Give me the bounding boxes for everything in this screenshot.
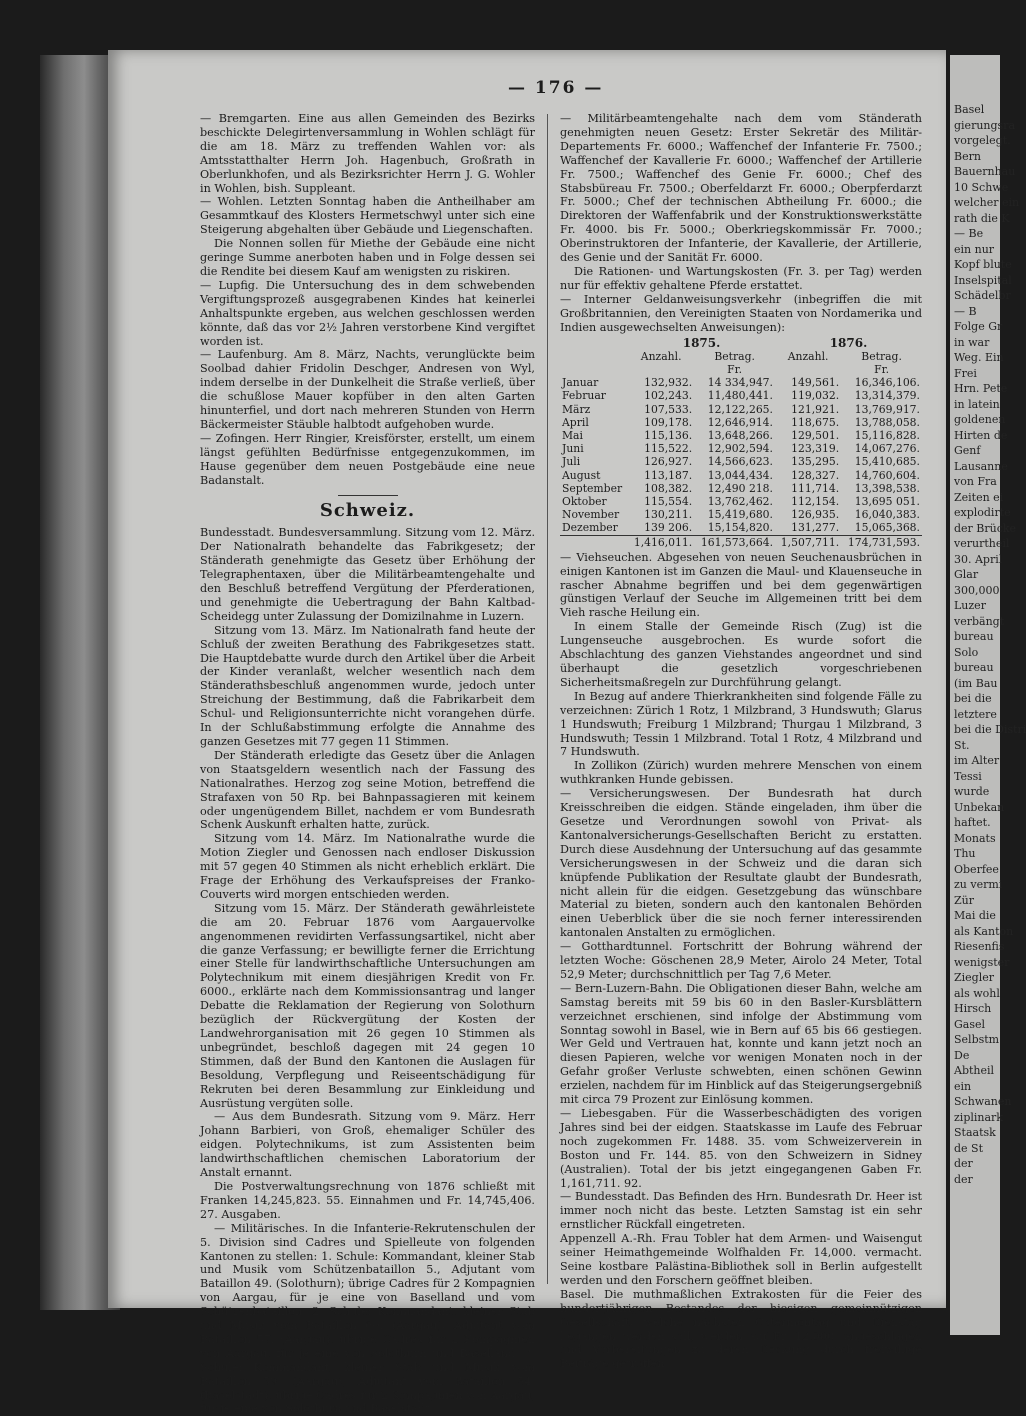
fragment-line: Frei: [954, 366, 977, 380]
fragment-line: Glar: [954, 568, 979, 581]
fragment-line: der: [954, 1157, 973, 1170]
fragment-line: goldenen: [954, 413, 1006, 426]
article-sitzung-14: Sitzung vom 14. März. Im Nationalrathe wurde die Motion Ziegler und Genossen nach endloser Diskussion mit 57 gegen 40 Stimmen als nicht erheblich erklärt. Die Frage der Erhöhung des Verkaufspreises der Franko-Couverts wird morgen entschieden werden.: [200, 832, 535, 901]
fragment-line: Hrn. Pete: [954, 382, 1008, 395]
table-row: [560, 442, 922, 455]
cell-month: Januar: [562, 376, 599, 390]
cell-count-1875: 115,522.: [644, 442, 693, 456]
cell-count-1875: 126,927.: [644, 455, 693, 469]
article-sitzung-13: Sitzung vom 13. März. Im Nationalrath fand heute der Schluß der zweiten Berathung des Fabrikgesetzes statt. Die Hauptdebatte wurde durch den Artikel über die Arbeit der Kinder veranlaßt, welcher wesentlich nach dem Ständerathsbeschluß angenommen wurde, jedoch unter Streichung der Bestimmung, daß die Fabrikarbeit dem Schul- und Religionsunterrichte nicht vorangehen dürfe. In der Schlußabstimmung erfolgte die Annahme des ganzen Gesetzes mit 77 gegen 11 Stimmen.: [200, 623, 535, 748]
cell-amount-1876: 13,314,379.: [854, 389, 920, 403]
cell-amount-1876: 13,769,917.: [854, 402, 920, 416]
fragment-line: wurde: [954, 785, 990, 798]
fragment-line: Zeiten ei: [954, 490, 1004, 504]
fragment-line: de St: [954, 1141, 984, 1155]
fragment-line: Schädelbr: [954, 289, 1011, 302]
cell-amount-1876: 14,760,604.: [854, 468, 920, 482]
fragment-line: haftet.: [954, 816, 991, 829]
table-row: [560, 403, 922, 416]
fragment-line: Zür: [954, 893, 974, 907]
article-viehseuchen: — Viehseuchen. Abgesehen von neuen Seuchenausbrüchen in einigen Kantonen ist im Ganzen die Maul- und Klauenseuche in rascher Abnahme begriffen und bei dem gegenwärtigen günstigen Verlauf der Seuche im Allgemeinen tritt bei dem Vieh rasche Heilung ein.: [560, 550, 922, 620]
cell-amount-1875: 13,762,462.: [707, 494, 773, 508]
table-row: [560, 508, 922, 521]
fragment-line: in war: [954, 335, 990, 349]
fragment-line: Folge Gr: [954, 320, 1003, 333]
table-row: [560, 389, 922, 402]
fragment-line: Riesenfis: [954, 940, 1005, 953]
fragment-line: Schwanen: [954, 1095, 1012, 1108]
cell-count-1875: 115,554.: [644, 494, 693, 508]
cell-count-1876: 118,675.: [791, 415, 840, 429]
fragment-line: Tessi: [954, 769, 982, 783]
fragment-line: — B: [954, 304, 977, 318]
cell-count-1875: 113,187.: [644, 468, 693, 482]
article-rationen: Die Rationen- und Wartungskosten (Fr. 3. per Tag) werden nur für effektiv gehaltene Pferde erstattet.: [560, 264, 922, 292]
fragment-line: gierungsra: [954, 118, 1015, 132]
article-sitzung-15: Sitzung vom 15. März. Der Ständerath gewährleistete die am 20. Februar 1876 vom Aargauervolke angenommenen revidirten Verfassungsartikel, nicht aber die ganze Verfassung; er bewilligte ferner die Errichtung einer Stelle für landwirthschaftliche Untersuchungen am Polytechnikum mit einem diesjährigen Kredit von Fr. 6000., erklärte nach dem Kommissionsantrag und langer Debatte die Reklamation der Regierung von Solothurn bezüglich der Rückvergütung der Kosten der Landwehrorganisation mit 26 gegen 10 Stimmen als unbegründet, beschloß dagegen mit 24 gegen 10 Stimmen, daß der Bund den Kantonen die Auslagen für Besoldung, Verpflegung und Reiseentschädigung für Rekruten bei deren Besammlung zur Einkleidung und Ausrüstung vergüten solle.: [200, 901, 535, 1110]
article-laufenburg: — Laufenburg. Am 8. März, Nachts, verunglückte beim Soolbad dahier Fridolin Deschger, Andresen von Wyl, indem derselbe in der Dunkelheit die Straße verließ, über die schußlose Mauer kopfüber in den alten Garten hinunterfiel, und dort nach mehreren Stunden von Herrn Bäckermeister Stäuble halbtodt aufgehoben wurde.: [200, 348, 535, 431]
fragment-line: rath die K: [954, 211, 1010, 225]
cell-count-1876: 119,032.: [791, 389, 840, 403]
section-heading-schweiz: Schweiz.: [319, 500, 416, 522]
total-b1: 161,573,664.: [694, 535, 775, 549]
article-bundesrath: — Aus dem Bundesrath. Sitzung vom 9. März. Herr Johann Barbieri, von Groß, ehemaliger Schüler des eidgen. Polytechnikums, ist zum Assistenten beim landwirthschaftlichen chemischen Laboratorium der Anstalt ernannt.: [200, 1110, 535, 1180]
fragment-line: bureau: [954, 630, 994, 643]
fragment-line: explodirte: [954, 506, 1011, 519]
fragment-line: (im Bau: [954, 676, 998, 690]
cell-month: Oktober: [562, 494, 607, 508]
cell-count-1875: 130,211.: [644, 508, 693, 522]
fragment-line: als wohl: [954, 986, 1000, 1000]
fragment-line: Abtheil: [954, 1064, 995, 1077]
cell-amount-1875: 12,646,914.: [707, 415, 773, 429]
cell-month: Mai: [562, 428, 583, 442]
total-a1: 1,416,011.: [628, 535, 694, 549]
fragment-line: vorgelegt.: [954, 134, 1011, 147]
fragment-line: Monats: [954, 831, 996, 845]
cell-amount-1876: 16,346,106.: [854, 376, 920, 390]
fragment-line: 300,000: [954, 583, 1000, 597]
article-versicherungswesen: — Versicherungswesen. Der Bundesrath hat durch Kreisschreiben die eidgen. Stände eingeladen, ihm über die Gesetze und Verordnungen sowohl von Privat- als Kantonalversicherungs-Gesellschaften Bericht zu erstatten. Durch diese Ausdehnung der Untersuchung auf das gesammte Versicherungswesen in der Schweiz und die daran sich knüpfende Publikation der Resultate glaubt der Bundesrath, nicht allein für die eidgen. Gesetzgebung das wünschbare Material zu bieten, sondern auch den kantonalen Behörden einen Ueberblick über die sie noch ferner interessirenden kantonalen Anstalten zu ermöglichen.: [560, 787, 922, 940]
article-militaerisches: — Militärisches. In die Infanterie-Rekrutenschulen der 5. Division sind Cadres und Spielleute von folgenden Kantonen zu stellen: 1. Schule: Kommandant, kleiner Stab und Musik vom Schützenbataillon 5., Adjutant vom Bataillon 49. (Solothurn); übrige Cadres für 2 Kompagnien von Aargau, für je eine von Baselland und vom Schützenbataillon. 2. Schule: Kommandant, kleiner Stab und Musik vom Bataillon 60. (Aargau), Adjutant vom Bataillon 57. (Aargau), übrige Cadres für 2 Kompagnien von Aargau, für je eine von Solothurn und Baselland. 3. Schule: Kommandant, kleiner Stab und Musik vom Bataillon 59. (Aargau), Adjutant vom Bataillon 54. (Baselstadt), übrige Cadres für 2 Kompagnien von Aargau, für je eine von Solothurn und Baselstadt.: [200, 1221, 535, 1416]
cell-amount-1875: 14,566,623.: [707, 455, 773, 469]
section-rule: [338, 495, 398, 496]
fragment-line: als Kanton: [954, 924, 1014, 938]
table-row: [560, 469, 922, 482]
cell-month: August: [562, 468, 601, 482]
fragment-line: Inselspital: [954, 273, 1012, 287]
article-geldanweisung: — Interner Geldanweisungsverkehr (inbegriffen die mit Großbritannien, den Vereinigten Staaten von Nordamerika und Indien ausgewechselten Anweisungen):: [560, 292, 922, 334]
cell-count-1875: 107,533.: [644, 402, 693, 416]
article-bremgarten: — Bremgarten. Eine aus allen Gemeinden des Bezirks beschickte Delegirtenversammlung in Wohlen schlägt für die am 18. März zu treffenden Wahlen vor: als Amtsstatthalter Herrn Joh. Hagenbuch, Großrath in Oberlunkhofen, und als Bezirksrichter Herrn J. G. Wohler in Wohlen, bish. Suppleant.: [200, 112, 535, 195]
cell-count-1875: 139 206.: [644, 521, 693, 535]
fragment-line: bei die: [954, 692, 992, 705]
fragment-line: Oberfee: [954, 862, 999, 876]
article-bundesstadt-heer: — Bundesstadt. Das Befinden des Hrn. Bundesrath Dr. Heer ist immer noch nicht das beste. Letzten Samstag ist ein sehr ernstlicher Rückfall eingetreten.: [560, 1190, 922, 1232]
article-liebesgaben: — Liebesgaben. Für die Wasserbeschädigten des vorigen Jahres sind bei der eidgen. Staatskasse im Laufe des Februar noch zugekommen Fr. 1488. 35. vom Schweizerverein in Boston und Fr. 144. 85. von den Schweizern in Sidney (Australien). Total der bis jetzt eingegangenen Gaben Fr. 1,161,711. 92.: [560, 1107, 922, 1190]
article-lupfig: — Lupfig. Die Untersuchung des in dem schwebenden Vergiftungsprozeß ausgegrabenen Kindes hat keinerlei Anhaltspunkte ergeben, aus welchen geschlossen werden könnte, daß das vor 2½ Jahren verstorbene Kind vergiftet worden ist.: [200, 278, 535, 348]
article-wohlen-cont: Die Nonnen sollen für Miethe der Gebäude eine nicht geringe Summe anerboten haben und in Folge dessen sei die Rendite bei diesem Kauf am wenigsten zu riskiren.: [200, 237, 535, 278]
unit-1876: Fr.: [874, 362, 890, 376]
article-gotthardtunnel: — Gotthardtunnel. Fortschritt der Bohrung während der letzten Woche: Göschenen 28,9 Meter, Airolo 24 Meter, Total 52,9 Meter; durchschnittlich per Tag 7,6 Meter.: [560, 940, 922, 981]
cell-count-1876: 126,935.: [791, 508, 840, 522]
right-column: [560, 112, 922, 1371]
fragment-line: Weg. Ein: [954, 351, 1004, 364]
cell-count-1876: 135,295.: [791, 455, 840, 469]
cell-amount-1875: 12,490 218.: [707, 481, 773, 495]
header-count-1876: Anzahl.: [787, 349, 829, 363]
year-1875: 1875.: [682, 335, 721, 350]
fragment-line: Hirsch: [954, 1002, 992, 1015]
article-bern-luzern-bahn: — Bern-Luzern-Bahn. Die Obligationen dieser Bahn, welche am Samstag bereits mit 59 bis 60 in den Basler-Kursblättern verzeichnet erschienen, sind infolge der Abstimmung vom Sonntag sowohl in Basel, wie in Bern auf 65 bis 66 gestiegen. Wer Geld und Vertrauen hat, konnte und kann jetzt noch an diesen Papieren, welche vor wenigen Monaten noch in der Gefahr großer Verluste schwebten, einen schönen Gewinn erzielen, nachdem für im Hinblick auf das Steigerungsergebniß mit circa 79 Prozent zur Einlösung kommen.: [560, 981, 922, 1107]
table-row: [560, 416, 922, 429]
article-wohlen: — Wohlen. Letzten Sonntag haben die Antheilhaber am Gesammtkauf des Klosters Hermetschwyl unter sich eine Steigerung abgehalten über Gebäude und Liegenschaften.: [200, 195, 535, 237]
cell-amount-1876: 16,040,383.: [854, 508, 920, 522]
cell-amount-1875: 14 334,947.: [707, 376, 773, 390]
table-year-row: [560, 337, 922, 350]
cell-amount-1875: 13,044,434.: [707, 468, 773, 482]
article-zofingen: — Zofingen. Herr Ringier, Kreisförster, erstellt, um einem längst gefühlten Bedürfnisse entgegenzukommen, im Hause gegenüber dem neuen Postgebäude eine neue Badanstalt.: [200, 431, 535, 487]
cell-amount-1875: 11,480,441.: [707, 389, 773, 403]
fragment-line: — Be: [954, 227, 984, 240]
table-row: [560, 376, 922, 389]
adjacent-page-fragment: [950, 55, 1026, 1335]
cell-month: November: [562, 508, 620, 522]
fragment-line: ziplinark: [954, 1110, 1003, 1124]
article-zollikon: In Zollikon (Zürich) wurden mehrere Menschen von einem wuthkranken Hunde gebissen.: [560, 759, 922, 787]
table-row: [560, 429, 922, 442]
article-thierkrankheiten: In Bezug auf andere Thierkrankheiten sind folgende Fälle zu verzeichnen: Zürich 1 Rotz, 1 Milzbrand, 3 Hundswuth; Glarus 1 Hundswuth; Freiburg 1 Milzbrand; Thurgau 1 Milzbrand, 3 Hundswuth; Tessin 1 Milzbrand. Total 1 Rotz, 4 Milzbrand und 7 Hundswuth.: [560, 689, 922, 759]
cell-count-1876: 111,714.: [791, 481, 840, 495]
fragment-line: ein: [954, 1079, 972, 1093]
money-order-table: [560, 337, 922, 549]
fragment-line: zu vermi: [954, 878, 1003, 891]
fragment-line: Hirten de: [954, 428, 1008, 442]
fragment-line: Luzer: [954, 599, 986, 612]
fragment-line: ein nur: [954, 242, 995, 256]
fragment-line: 30. April: [954, 552, 1003, 566]
cell-count-1876: 121,921.: [791, 402, 840, 416]
fragment-line: der: [954, 1172, 973, 1186]
fragment-line: verbängt: [954, 614, 1005, 628]
article-staenderath: Der Ständerath erledigte das Gesetz über die Anlagen von Staatsgeldern wesentlich nach der Fassung des Nationalrathes. Herzog zog seine Motion, betreffend die Strafaxen von 50 Rp. bei Bahnpassagieren mit keinem oder ungenügendem Billet, nachdem er vom Bundesrath Schenk Auskunft erhalten hatte, zurück.: [200, 748, 535, 832]
total-b2: 174,731,593.: [841, 535, 922, 549]
cell-month: April: [562, 415, 589, 429]
fragment-line: der Brücke: [954, 521, 1017, 535]
article-appenzell: Appenzell A.-Rh. Frau Tobler hat dem Armen- und Waisengut seiner Heimathgemeinde Wolfhalden Fr. 14,000. vermacht. Seine kostbare Palästina-Bibliothek soll in Berlin aufgestellt werden und den Forschern geöffnet bleiben.: [560, 1232, 922, 1287]
fragment-line: im Alter: [954, 754, 1000, 767]
fragment-line: welcher ein: [954, 196, 1020, 209]
fragment-line: Genf: [954, 444, 981, 457]
cell-count-1876: 131,277.: [791, 521, 840, 535]
cell-month: Februar: [562, 389, 606, 403]
fragment-line: Kopf blute: [954, 258, 1012, 271]
fragment-line: St.: [954, 738, 970, 752]
left-column: [200, 112, 535, 1416]
fragment-line: Gasel: [954, 1017, 986, 1031]
fragment-line: Lausanne: [954, 459, 1008, 473]
cell-amount-1876: 15,116,828.: [854, 428, 920, 442]
cell-month: Juli: [562, 455, 581, 469]
column-separator: [547, 114, 548, 1284]
cell-count-1875: 109,178.: [644, 415, 693, 429]
fragment-line: in latein: [954, 397, 1000, 411]
unit-1875: Fr.: [727, 362, 743, 376]
cell-amount-1876: 15,410,685.: [854, 455, 920, 469]
fragment-line: Mai die: [954, 909, 996, 922]
cell-count-1876: 123,319.: [791, 442, 840, 456]
cell-amount-1876: 13,788,058.: [854, 415, 920, 429]
fragment-line: Unbekan: [954, 800, 1005, 814]
fragment-line: Bauernhau: [954, 165, 1016, 178]
cell-count-1876: 129,501.: [791, 428, 840, 442]
fragment-line: Solo: [954, 645, 979, 659]
article-postverwaltung: Die Postverwaltungsrechnung von 1876 schließt mit Franken 14,245,823. 55. Einnahmen und Fr. 14,745,406. 27. Ausgaben.: [200, 1179, 535, 1221]
cell-count-1875: 132,932.: [644, 376, 693, 390]
header-count-1875: Anzahl.: [640, 349, 682, 363]
table-row: [560, 521, 922, 535]
page-number: — 176 —: [508, 78, 604, 98]
cell-amount-1876: 15,065,368.: [854, 521, 920, 535]
fragment-line: bei die Distri: [954, 723, 1026, 736]
table-row: [560, 455, 922, 468]
fragment-line: Thu: [954, 847, 976, 860]
table-row: [560, 495, 922, 508]
header-amount-1875: Betrag.: [714, 349, 755, 363]
fragment-line: De: [954, 1048, 970, 1062]
cell-amount-1875: 15,154,820.: [707, 521, 773, 535]
fragment-line: Basel: [954, 103, 985, 116]
cell-count-1875: 108,382.: [644, 481, 693, 495]
fragment-line: Bern: [954, 149, 981, 163]
fragment-line: Staatsk: [954, 1126, 996, 1139]
header-amount-1876: Betrag.: [861, 349, 902, 363]
cell-amount-1875: 13,648,266.: [707, 428, 773, 442]
fragment-line: 10 Schwe: [954, 180, 1009, 194]
cell-count-1875: 102,243.: [644, 389, 693, 403]
cell-amount-1876: 13,398,538.: [854, 481, 920, 495]
cell-amount-1875: 12,902,594.: [707, 442, 773, 456]
fragment-line: wenigster: [954, 955, 1010, 969]
table-row: [560, 482, 922, 495]
newspaper-page: [108, 50, 946, 1416]
cell-amount-1876: 13,695 051.: [854, 494, 920, 508]
table-header-row: [560, 350, 922, 363]
table-unit-row: [560, 363, 922, 376]
cell-count-1876: 112,154.: [791, 494, 840, 508]
cell-month: Dezember: [562, 521, 618, 535]
year-1876: 1876.: [829, 335, 868, 350]
cell-amount-1875: 15,419,680.: [707, 508, 773, 522]
total-a2: 1,507,711.: [775, 535, 841, 549]
fragment-line: Ziegler: [954, 971, 994, 984]
cell-count-1875: 115,136.: [644, 428, 693, 442]
cell-month: Juni: [562, 442, 584, 456]
cell-count-1876: 128,327.: [791, 468, 840, 482]
table-total-row: [560, 535, 922, 549]
fragment-line: bureau: [954, 661, 994, 674]
article-militaerbeamtengehalte: — Militärbeamtengehalte nach dem vom Ständerath genehmigten neuen Gesetz: Erster Sekretär des Militär-Departements Fr. 6000.; Waffenchef der Infanterie Fr. 7500.; Waffenchef der Kavallerie Fr. 6000.; Waffenchef der Artillerie Fr. 7500.; Waffenchef des Genie Fr. 6000.; Chef des Stabsbüreau Fr. 7500.; Oberfeldarzt Fr. 6000.; Oberpferdarzt Fr. 5000.; Chef der technischen Abtheilung Fr. 6000.; die Direktoren der Waffenfabrik und der Konstruktionswerkstätte Fr. 4000. bis Fr. 5000.; Oberkriegskommissär Fr. 7000.; Oberinstruktoren der Infanterie, der Kavallerie, der Artillerie, des Genie und der Sanität Fr. 6000.: [560, 112, 922, 265]
cell-month: März: [562, 402, 591, 416]
article-basel: Basel. Die muthmaßlichen Extrakosten für die Feier des hundertjährigen Bestandes der hiesigen gemeinnützigen Gesellschaft, welche nächsten Ostermontag und Dienstag begangen werden soll, werden auf Fr. 12,000. angeschlagen und Vorbereitungen zu deren Deckung durch freiwillige Beiträge getroffen.: [560, 1287, 922, 1371]
fragment-line: von Fra: [954, 475, 997, 488]
cell-month: September: [562, 481, 623, 495]
article-bundesstadt: Bundesstadt. Bundesversammlung. Sitzung vom 12. März. Der Nationalrath behandelte das Fabrikgesetz; der Ständerath genehmigte das Gesetz über Erhöhung der Telegraphentaxen, über die Militärbeamtengehalte und den Beschluß betreffend Vergütung der Pferderationen, und genehmigte die Uebertragung der Bahn Kaltbad-Scheidegg unter Zulassung der Domizilnahme in Luzern.: [200, 526, 535, 623]
fragment-line: verurtheil: [954, 537, 1010, 550]
fragment-line: Selbstm: [954, 1033, 1000, 1046]
cell-amount-1875: 12,122,265.: [707, 402, 773, 416]
article-lungenseuche: In einem Stalle der Gemeinde Risch (Zug) ist die Lungenseuche ausgebrochen. Es wurde sofort die Abschlachtung des ganzen Viehstandes angeordnet und sind überhaupt die gesetzlich vorgeschriebenen Sicherheitsmaßregeln zur Durchführung gelangt.: [560, 620, 922, 689]
cell-amount-1876: 14,067,276.: [854, 442, 920, 456]
fragment-line: letztere: [954, 707, 997, 721]
cell-count-1876: 149,561.: [791, 376, 840, 390]
